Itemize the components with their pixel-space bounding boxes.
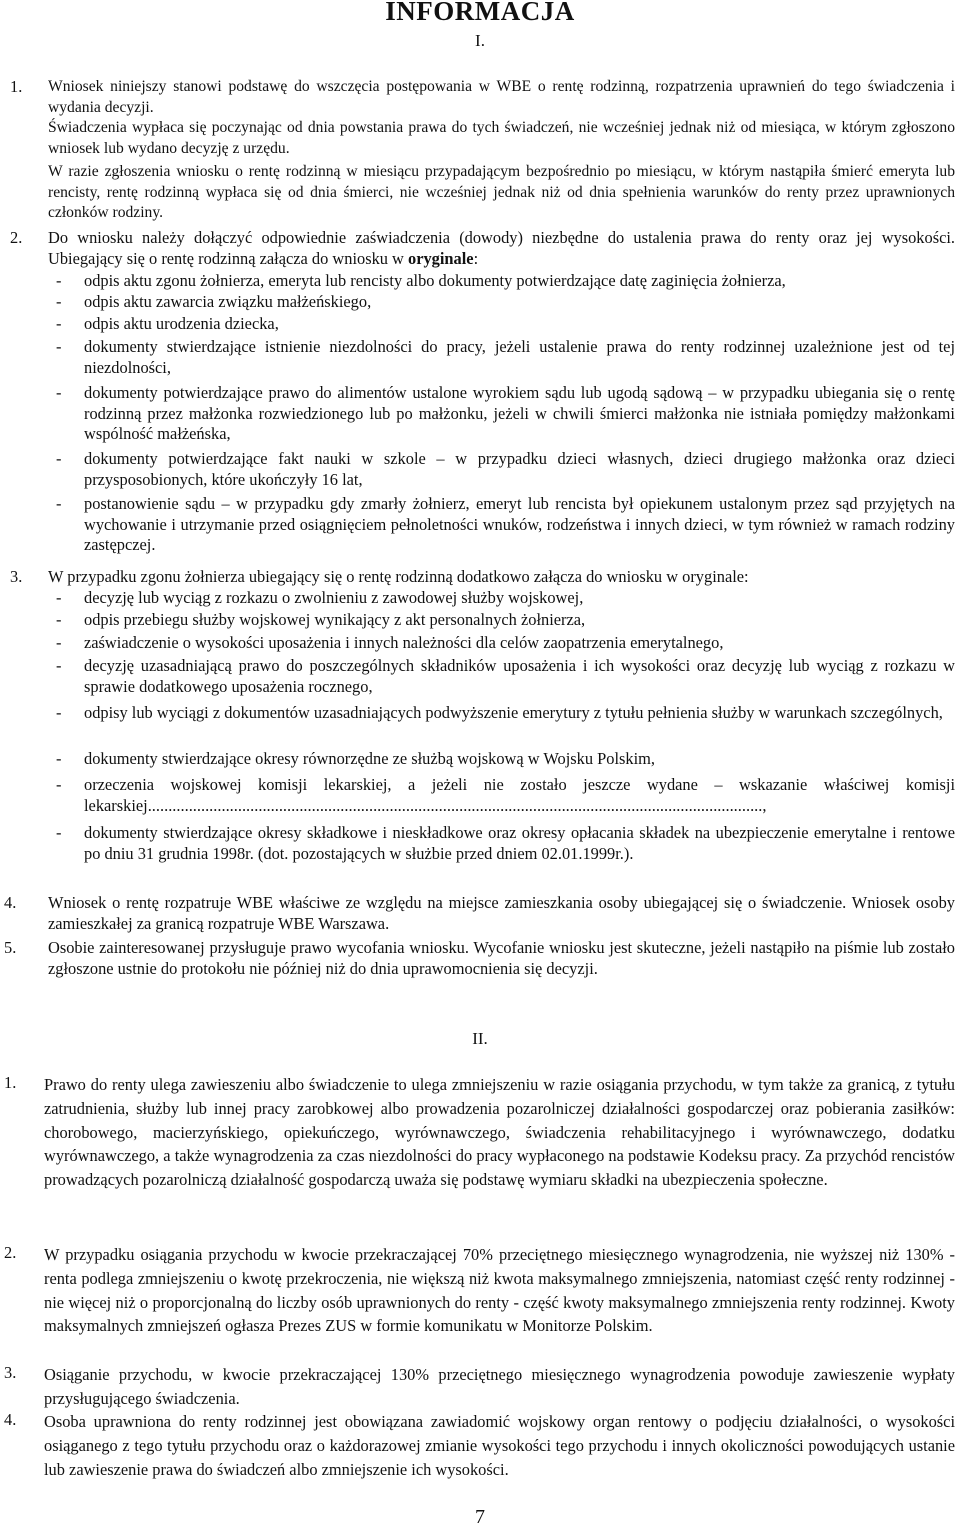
- paragraph: W przypadku zgonu żołnierza ubiegający się o rentę rodzinną dodatkowo załącza do wniosku w oryginale:: [48, 567, 749, 586]
- list-item: odpis aktu zawarcia związku małżeńskiego,: [84, 292, 372, 311]
- list-item: dokumenty potwierdzające fakt nauki w szkole – w przypadku dzieci własnych, dzieci drugiego małżonka oraz dzieci przysposobionych, które ukończyły 16 lat,: [84, 449, 955, 489]
- paragraph: W razie zgłoszenia wniosku o rentę rodzinną w miesiącu przypadającym bezpośrednio po miesiącu, w którym nastąpiła śmierć emeryta lub rencisty, rentę rodzinną wypłaca się od dnia śmierci, nie wcześniej jednak niż od dnia spełnienia warunków do renty przez uprawnionych członków rodziny.: [48, 163, 955, 221]
- section-two-number: II.: [472, 1029, 488, 1048]
- list-item: dokumenty stwierdzające okresy równorzędne ze służbą wojskową w Wojsku Polskim,: [84, 749, 656, 768]
- document-title: INFORMACJA: [385, 0, 575, 26]
- paragraph: Osoba uprawniona do renty rodzinnej jest obowiązana zawiadomić wojskowy organ rentowy o podjęciu działalności, o wysokości osiąganego z tego tytułu przychodu oraz o każdorazowej zmianie wysokości tego przychodu i innych okoliczności powodujących ustanie lub zawieszenie prawa do świadczeń albo zmniejszenie ich wysokości.: [44, 1412, 955, 1479]
- point-number: 3.: [4, 1363, 17, 1382]
- paragraph: Osiąganie przychodu, w kwocie przekraczającej 130% przeciętnego miesięcznego wynagrodzenia powoduje zawieszenie wypłaty przysługującego świadczenia.: [44, 1365, 955, 1408]
- page-number: 7: [475, 1506, 485, 1528]
- point-number: 2.: [10, 228, 23, 247]
- point-number: 1.: [4, 1073, 17, 1092]
- list-item: odpis aktu zgonu żołnierza, emeryta lub rencisty albo dokumenty potwierdzające datę zaginięcia żołnierza,: [84, 271, 786, 290]
- paragraph: Osobie zainteresowanej przysługuje prawo wycofania wniosku. Wycofanie wniosku jest skuteczne, jeżeli nastąpiło na piśmie lub zostało zgłoszone ustnie do protokołu nie później niż do dnia uprawomocnienia się decyzji.: [48, 938, 955, 978]
- paragraph: Wniosek o rentę rozpatruje WBE właściwe ze względu na miejsce zamieszkania osoby ubiegającej się o świadczenie. Wniosek osoby zamieszkałej za granicą rozpatruje WBE Warszawa.: [48, 893, 955, 933]
- paragraph: Wniosek niniejszy stanowi podstawę do wszczęcia postępowania w WBE o rentę rodzinną, rozpatrzenia uprawnień do tego świadczenia i wydania decyzji.: [48, 78, 955, 116]
- document-page: INFORMACJA I. 1. Wniosek niniejszy stanowi podstawę do wszczęcia postępowania w WBE o rentę rodzinną, rozpatrzenia uprawnień do tego świadczenia i wydania decyzji. Świadczenia wypłaca się poczynając od dnia powstania prawa do tych świadczeń, nie wcześniej jednak niż od miesiąca, w którym zgłoszono wniosek lub wydano decyzję z urzędu. W razie zgłoszenia wniosku o rentę rodzinną w miesiącu przypadającym bezpośrednio po miesiącu, w którym nastąpiła śmierć emeryta lub rencisty, rentę rodzinną wypłaca się od dnia śmierci, nie wcześniej jednak niż od dnia spełnienia warunków do renty przez uprawnionych członków rodziny. 2. Do wniosku należy dołączyć odpowiednie zaświadczenia (dowody) niezbędne do ustalenia prawa do renty oraz jej wysokości. Ubiegający się o rentę rodzinną załącza do wniosku w oryginale: - odpis aktu zgonu żołnierza, emeryta lub rencisty albo dokumenty potwierdzające datę zaginięcia żołnierza, - odpis aktu zawarcia związku małżeńskiego, - odpis aktu urodzenia dziecka, - dokumenty stwierdzające istnienie niezdolności do pracy, jeżeli ustalenie prawa do renty rodzinnej uzależnione jest od tej niezdolności, - dokumenty potwierdzające prawo do alimentów ustalone wyrokiem sądu lub ugodą sądową – w przypadku ubiegania się o rentę rodzinną przez małżonka rozwiedzionego lub po małżonku, jeżeli w chwili śmierci małżonka nie istniała pomiędzy małżonkami wspólność małżeńska, - dokumenty potwierdzające fakt nauki w szkole – w przypadku dzieci własnych, dzieci drugiego małżonka oraz dzieci przysposobionych, które ukończyły 16 lat, - postanowienie sądu – w przypadku gdy zmarły żołnierz, emeryt lub rencista był opiekunem ustalonym przez sąd przyjętych na wychowanie i utrzymanie przed osiągnięciem pełnoletności wnuków, rodzeństwa i innych dzieci, w tym również w ramach rodziny zastępczej. 3. W przypadku zgonu żołnierza ubiegający się o rentę rodzinną dodatkowo załącza do wniosku w oryginale: - decyzję lub wyciąg z rozkazu o zwolnieniu z zawodowej służby wojskowej, - odpis przebiegu służby wojskowej wynikający z akt personalnych żołnierza, - zaświadczenie o wysokości uposażenia i innych należności dla celów zaopatrzenia emerytalnego, - decyzję uzasadniającą prawo do poszczególnych składników uposażenia i ich wysokości oraz decyzję lub wyciąg z rozkazu w sprawie dodatkowego uposażenia rocznego, - odpisy lub wyciągi z dokumentów uzasadniających podwyższenie emerytury z tytułu pełnienia służby w warunkach szczególnych, - dokumenty stwierdzające okresy równorzędne ze służbą wojskową w Wojsku Polskim, - orzeczenia wojskowej komisji lekarskiej, a jeżeli nie zostało jeszcze wydane – wskazanie właściwej komisji lekarskiej......................................................................................................................................................, - dokumenty stwierdzające okresy składkowe i nieskładkowe oraz okresy opłacania składek na ubezpieczenie emerytalne i rentowe po dniu 31 grudnia 1998r. (dot. pozostających w służbie przed dniem 02.01.1999r.). 4. Wniosek o rentę rozpatruje WBE właściwe ze względu na miejsce zamieszkania osoby ubiegającej się o świadczenie. Wniosek osoby zamieszkałej za granicą rozpatruje WBE Warszawa. 5. Osobie zainteresowanej przysługuje prawo wycofania wniosku. Wycofanie wniosku jest skuteczne, jeżeli nastąpiło na piśmie lub zostało zgłoszone ustnie do protokołu nie później niż do dnia uprawomocnienia się decyzji. II. 1. Prawo do renty ulega zawieszeniu albo świadczenie to ulega zmniejszeniu w razie osiągania przychodu, w tym także za granicą, z tytułu zatrudnienia, służby lub innej pracy zarobkowej albo prowadzenia pozarolniczej działalności gospodarczej oraz pobierania zasiłków: chorobowego, macierzyńskiego, opiekuńczego, wyrównawczego, świadczenia rehabilitacyjnego i wyrównawczego, dodatku wyrównawczego, a także wynagrodzenia za czas niezdolności do pracy wypłaconego na podstawie Kodeksu pracy. Za przychód rencistów prowadzących pozarolniczą działalność gospodarczą uważa się podstawę wymiaru składki na ubezpieczenia społeczne. 2. W przypadku osiągania przychodu w kwocie przekraczającej 70% przeciętnego miesięcznego wynagrodzenia, nie wyższej niż 130% - renta podlega zmniejszeniu o kwotę przekroczenia, nie większą niż kwota maksymalnego zmniejszenia, natomiast część renty rodzinnej - nie więcej niż o proporcjonalną do liczby osób uprawnionych do renty - część kwoty maksymalnego zmniejszenia renty rodzinnej. Kwoty maksymalnych zmniejszeń ogłasza Prezes ZUS w formie komunikatu w Monitorze Polskim. 3. Osiąganie przychodu, w kwocie przekraczającej 130% przeciętnego miesięcznego wynagrodzenia powoduje zawieszenie wypłaty przysługującego świadczenia. 4. Osoba uprawniona do renty rodzinnej jest obowiązana zawiadomić wojskowy organ rentowy o podjęciu działalności, o wysokości osiąganego z tego tytułu przychodu oraz o każdorazowej zmianie wysokości tego przychodu i innych okoliczności powodujących ustanie lub zawieszenie prawa do świadczeń albo zmniejszenie ich wysokości. 7: [0, 0, 960, 1530]
- list-item: decyzję uzasadniającą prawo do poszczególnych składników uposażenia i ich wysokości oraz decyzję lub wyciąg z rozkazu w sprawie dodatkowego uposażenia rocznego,: [84, 656, 955, 696]
- point-number: 4.: [4, 893, 17, 912]
- point-number: 5.: [4, 938, 17, 957]
- list-item: dokumenty stwierdzające okresy składkowe i nieskładkowe oraz okresy opłacania składek na ubezpieczenie emerytalne i rentowe po dniu 31 grudnia 1998r. (dot. pozostających w służbie przed dniem 02.01.1999r.).: [84, 823, 955, 863]
- list-item: zaświadczenie o wysokości uposażenia i innych należności dla celów zaopatrzenia emerytalnego,: [84, 633, 724, 652]
- list-item: orzeczenia wojskowej komisji lekarskiej, a jeżeli nie zostało jeszcze wydane – wskazanie właściwej komisji lekarskiej......................................................................................................................................................,: [84, 775, 955, 815]
- paragraph: Prawo do renty ulega zawieszeniu albo świadczenie to ulega zmniejszeniu w razie osiągania przychodu, w tym także za granicą, z tytułu zatrudnienia, służby lub innej pracy zarobkowej albo prowadzenia pozarolniczej działalności gospodarczej oraz pobierania zasiłków: chorobowego, macierzyńskiego, opiekuńczego, wyrównawczego, świadczenia rehabilitacyjnego i wyrównawczego, dodatku wyrównawczego, a także wynagrodzenia za czas niezdolności do pracy wypłaconego na podstawie Kodeksu pracy. Za przychód rencistów prowadzących pozarolniczą działalność gospodarczą uważa się podstawę wymiaru składki na ubezpieczenia społeczne.: [44, 1075, 955, 1190]
- list-item: postanowienie sądu – w przypadku gdy zmarły żołnierz, emeryt lub rencista był opiekunem ustalonym przez sąd przyjętych na wychowanie i utrzymanie przed osiągnięciem pełnoletności wnuków, rodzeństwa i innych dzieci, w tym również w ramach rodziny zastępczej.: [84, 494, 955, 554]
- paragraph: W przypadku osiągania przychodu w kwocie przekraczającej 70% przeciętnego miesięcznego wynagrodzenia, nie wyższej niż 130% - renta podlega zmniejszeniu o kwotę przekroczenia, nie większą niż kwota maksymalnego zmniejszenia, natomiast część renty rodzinnej - nie więcej niż o proporcjonalną do liczby osób uprawnionych do renty - część kwoty maksymalnego zmniejszenia renty rodzinnej. Kwoty maksymalnych zmniejszeń ogłasza Prezes ZUS w formie komunikatu w Monitorze Polskim.: [44, 1245, 955, 1336]
- point-number: 4.: [4, 1410, 17, 1429]
- list-item: odpis aktu urodzenia dziecka,: [84, 314, 279, 333]
- list-item: odpisy lub wyciągi z dokumentów uzasadniających podwyższenie emerytury z tytułu pełnienia służby w warunkach szczególnych,: [84, 703, 943, 722]
- list-item: decyzję lub wyciąg z rozkazu o zwolnieniu z zawodowej służby wojskowej,: [84, 588, 584, 607]
- list-item: dokumenty potwierdzające prawo do alimentów ustalone wyrokiem sądu lub ugodą sądową – w przypadku ubiegania się o rentę rodzinną przez małżonka rozwiedzionego lub po małżonku, jeżeli w chwili śmierci małżonka nie istniała pomiędzy małżonkami wspólność małżeńska,: [84, 383, 955, 443]
- list-item: odpis przebiegu służby wojskowej wynikający z akt personalnych żołnierza,: [84, 610, 586, 629]
- point-number: 3.: [10, 567, 23, 586]
- point-number: 2.: [4, 1243, 17, 1262]
- list-item: dokumenty stwierdzające istnienie niezdolności do pracy, jeżeli ustalenie prawa do renty rodzinnej uzależnione jest od tej niezdolności,: [84, 337, 955, 377]
- section-one-number: I.: [475, 31, 485, 50]
- point-number: 1.: [10, 77, 23, 96]
- paragraph: Do wniosku należy dołączyć odpowiednie zaświadczenia (dowody) niezbędne do ustalenia prawa do renty oraz jej wysokości. Ubiegający się o rentę rodzinną załącza do wniosku w oryginale:: [48, 228, 955, 268]
- paragraph: Świadczenia wypłaca się poczynając od dnia powstania prawa do tych świadczeń, nie wcześniej jednak niż od miesiąca, w którym zgłoszono wniosek lub wydano decyzję z urzędu.: [48, 119, 955, 157]
